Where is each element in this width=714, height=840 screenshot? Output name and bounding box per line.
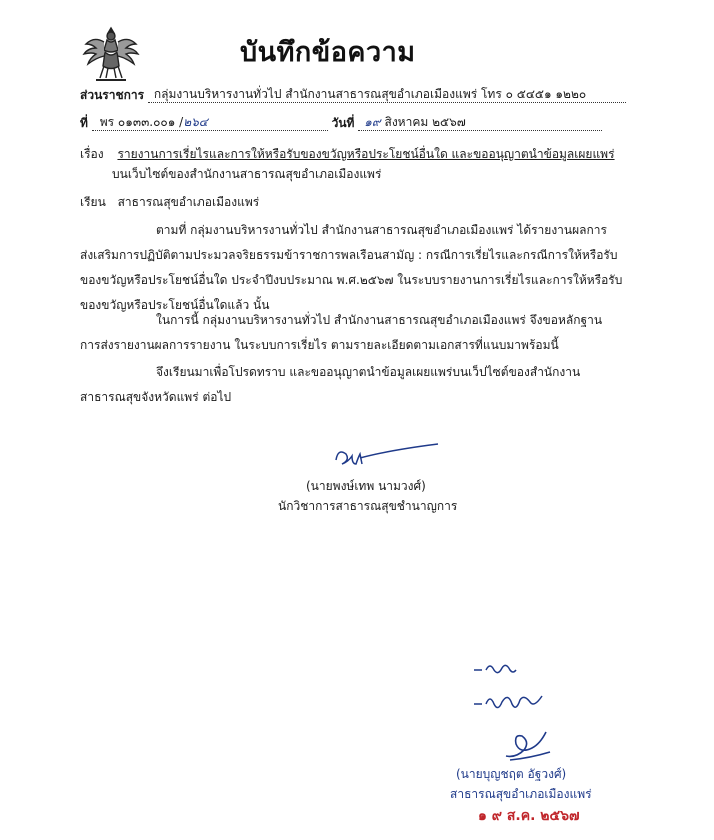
garuda-emblem-icon bbox=[82, 22, 140, 86]
para1-line: ตามที่ กลุ่มงานบริหารงานทั่วไป สำนักงานสาธารณสุขอำเภอเมืองแพร่ ได้รายงานผลการ bbox=[156, 223, 607, 237]
approver-name: (นายบุญชฤต อัฐวงศ์) bbox=[456, 767, 567, 781]
para1-line: ของขวัญหรือประโยชน์อื่นใด ประจำปีงบประมาณ พ.ศ.๒๕๖๗ ในระบบรายงานการเรี่ยไรและการให้หรือรับ bbox=[80, 273, 623, 287]
date-day: ๑๙ bbox=[364, 115, 381, 129]
ref-label: ที่ bbox=[80, 116, 88, 130]
ref-value: พร ๐๑๓๓.๐๐๑ / bbox=[99, 115, 184, 129]
subject-label: เรื่อง bbox=[80, 147, 104, 161]
memo-title: บันทึกข้อความ bbox=[240, 37, 416, 68]
date-rest: สิงหาคม ๒๕๖๗ bbox=[384, 115, 466, 129]
initials-mark-2 bbox=[470, 690, 570, 716]
initials-mark-1 bbox=[470, 658, 550, 680]
para2-line: ในการนี้ กลุ่มงานบริหารงานทั่วไป สำนักงานสาธารณสุขอำเภอเมืองแพร่ จึงขอหลักฐาน bbox=[156, 313, 603, 327]
date-label: วันที่ bbox=[331, 116, 355, 130]
para3-line: จึงเรียนมาเพื่อโปรดทราบ และขออนุญาตนำข้อมูลเผยแพร่บนเว็ปไซต์ของสำนักงาน bbox=[156, 365, 581, 379]
signer-signature bbox=[330, 440, 440, 474]
approver-signature bbox=[500, 728, 560, 764]
para2-line: การส่งรายงานผลการรายงาน ในระบบการเรี่ยไร ตามรายละเอียดตามเอกสารที่แนบมาพร้อมนี้ bbox=[80, 338, 559, 352]
approve-date-stamp: ๑ ๙ ส.ค. ๒๕๖๗ bbox=[478, 808, 580, 824]
approver-position: สาธารณสุขอำเภอเมืองแพร่ bbox=[450, 787, 592, 801]
subject-line1: รายงานการเรี่ยไรและการให้หรือรับของขวัญหรือประโยชน์อื่นใด และขออนุญาตนำข้อมูลเผยแพร่ bbox=[117, 147, 615, 161]
department-label: ส่วนราชการ bbox=[80, 88, 145, 102]
para3-line: สาธารณสุขจังหวัดแพร่ ต่อไป bbox=[80, 390, 232, 404]
signer-position: นักวิชาการสาธารณสุขชำนาญการ bbox=[278, 499, 458, 513]
para1-line: ของขวัญหรือประโยชน์อื่นใดแล้ว นั้น bbox=[80, 298, 270, 312]
ref-row bbox=[80, 114, 602, 131]
body-paragraph-1 bbox=[80, 218, 622, 318]
subject-line2: บนเว็บไซต์ของสำนักงานสาธารณสุขอำเภอเมืองแพร่ bbox=[112, 167, 382, 181]
department-row bbox=[80, 86, 626, 103]
body-paragraph-2 bbox=[80, 308, 602, 358]
to-label: เรียน bbox=[80, 195, 106, 209]
department-value: กลุ่มงานบริหารงานทั่วไป สำนักงานสาธารณสุขอำเภอเมืองแพร่ โทร ๐ ๕๔๕๑ ๑๒๒๐ bbox=[148, 86, 626, 103]
to-value: สาธารณสุขอำเภอเมืองแพร่ bbox=[117, 195, 260, 209]
signer-name: (นายพงษ์เทพ นามวงศ์) bbox=[306, 479, 426, 493]
to-row bbox=[80, 194, 259, 210]
subject-row bbox=[80, 146, 615, 162]
ref-number: ๒๖๔ bbox=[183, 115, 208, 129]
body-paragraph-3 bbox=[80, 360, 580, 410]
para1-line: ส่งเสริมการปฏิบัติตามประมวลจริยธรรมข้าราชการพลเรือนสามัญ : กรณีการเรี่ยไรและกรณีการให้หรือรับ bbox=[80, 248, 618, 262]
